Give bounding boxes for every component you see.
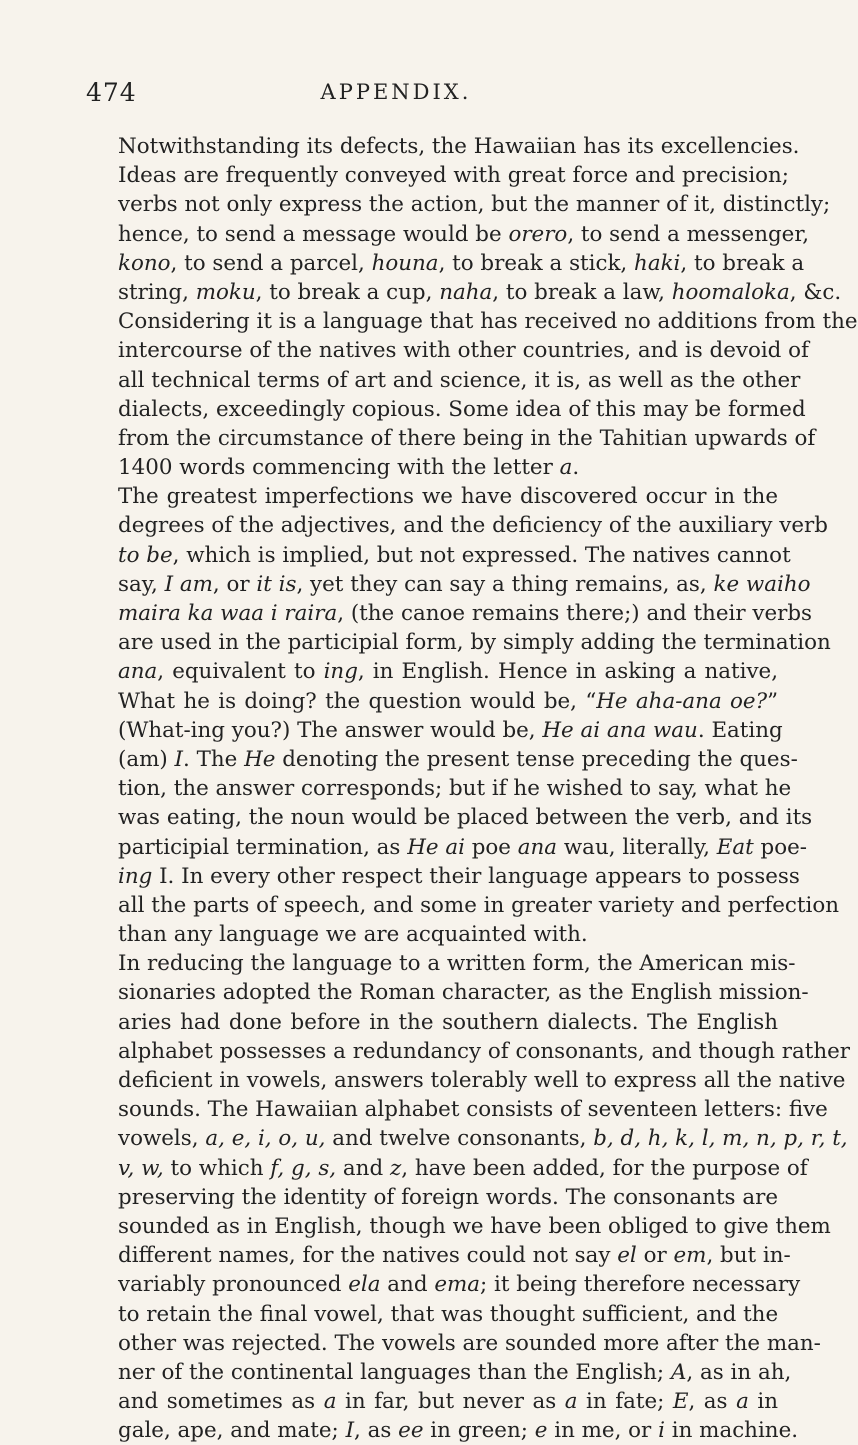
text-line xyxy=(118,249,805,278)
text-line xyxy=(118,190,831,219)
text-line xyxy=(118,599,812,628)
text-segment: (What-ing you?) The answer would be, xyxy=(118,717,543,743)
italic-term: ke waiho xyxy=(713,571,811,597)
text-segment: in xyxy=(748,1389,778,1415)
italic-term: ee xyxy=(398,1418,424,1444)
text-line xyxy=(118,891,839,920)
text-segment: or xyxy=(636,1243,674,1269)
text-line xyxy=(118,716,783,745)
italic-term: maira ka waa i raira xyxy=(118,601,338,626)
text-line xyxy=(118,1037,851,1066)
text-segment: aries had done before in the southern dialects. The English xyxy=(118,1009,778,1035)
text-segment: sounded as in English, though we have been obliged to give them xyxy=(118,1213,831,1239)
text-segment: What he is doing? the question would be, “ xyxy=(118,688,597,714)
text-segment: , as in ah, xyxy=(686,1359,792,1385)
page-number: 474 xyxy=(86,78,137,107)
italic-term: ela xyxy=(348,1272,381,1298)
text-line xyxy=(118,541,791,570)
text-line xyxy=(118,862,800,891)
text-line xyxy=(118,1387,778,1416)
italic-term: He aha-ana oe? xyxy=(596,688,768,714)
text-segment: sounds. The Hawaiian alphabet consists of seventeen letters: five xyxy=(118,1097,828,1123)
text-segment: deficient in vowels, answers tolerably well to express all the native xyxy=(118,1068,846,1093)
text-segment: poe xyxy=(464,834,518,860)
text-segment: , (the canoe remains there;) and their verbs xyxy=(337,601,812,626)
text-line xyxy=(118,1329,821,1358)
italic-term: orero xyxy=(508,221,568,247)
text-segment: , to send a parcel, xyxy=(170,250,372,276)
italic-term: naha xyxy=(439,279,493,305)
text-segment: and xyxy=(380,1272,435,1298)
text-segment: 1400 words commencing with the letter xyxy=(118,455,560,481)
text-segment: in me, or xyxy=(547,1418,659,1444)
text-segment: , as xyxy=(688,1389,737,1415)
italic-term: I xyxy=(174,746,183,772)
text-segment: degrees of the adjectives, and the deficiency of the auxiliary verb xyxy=(118,513,828,539)
text-segment: to which xyxy=(163,1155,271,1181)
text-segment: denoting the present tense preceding the ques- xyxy=(275,746,798,772)
text-line xyxy=(118,1066,846,1095)
italic-term: to be xyxy=(118,542,173,568)
page-header xyxy=(40,78,752,118)
text-segment: in green; xyxy=(423,1418,535,1444)
text-line xyxy=(118,1124,848,1153)
text-line xyxy=(118,745,798,774)
text-segment: , as xyxy=(354,1418,399,1444)
text-segment: poe- xyxy=(753,834,807,860)
text-segment: The greatest imperfections we have discovered occur in the xyxy=(118,484,778,510)
text-segment: Notwithstanding its defects, the Hawaiian has its excellencies. xyxy=(118,134,800,159)
text-segment: , or xyxy=(212,571,257,597)
text-line xyxy=(118,978,809,1007)
text-line xyxy=(118,1270,801,1299)
text-line xyxy=(118,1008,778,1037)
text-line xyxy=(118,1183,778,1212)
text-segment: , have been added, for the purpose of xyxy=(401,1155,808,1181)
italic-term: z xyxy=(389,1155,402,1181)
italic-term: kono xyxy=(118,250,171,276)
text-line xyxy=(118,1154,808,1183)
italic-term: He ai ana wau xyxy=(542,717,698,743)
text-line xyxy=(118,949,796,978)
italic-term: it is xyxy=(256,571,297,597)
text-segment: Ideas are frequently conveyed with great force and precision; xyxy=(118,163,790,189)
text-segment: and twelve consonants, xyxy=(325,1126,594,1152)
text-segment: in far, but never as xyxy=(336,1389,565,1415)
text-segment: verbs not only express the action, but the manner of it, distinctly; xyxy=(118,192,831,218)
text-line xyxy=(118,336,809,365)
text-segment: was eating, the noun would be placed between the verb, and its xyxy=(118,805,813,831)
text-line xyxy=(118,366,801,395)
text-line xyxy=(118,307,858,336)
text-segment: are used in the participial form, by simply adding the termination xyxy=(118,630,831,656)
text-segment: , to break a stick, xyxy=(438,250,635,276)
italic-term: el xyxy=(617,1243,637,1269)
text-segment: Considering it is a language that has received no additions from the xyxy=(118,309,858,335)
italic-term: A xyxy=(670,1359,687,1385)
italic-term: v, w, xyxy=(118,1155,164,1181)
text-segment: , &c. xyxy=(789,279,842,305)
text-segment: In reducing the language to a written form, the American mis- xyxy=(118,951,796,977)
text-segment: . Eating xyxy=(697,717,783,743)
text-line xyxy=(118,774,792,803)
italic-term: a xyxy=(736,1389,749,1415)
italic-term: i xyxy=(658,1418,665,1444)
text-segment: , to break a law, xyxy=(492,279,672,305)
italic-term: ing xyxy=(323,659,358,685)
text-segment: , equivalent to xyxy=(157,659,324,685)
text-segment: alphabet possesses a redundancy of consonants, and though rather xyxy=(118,1038,851,1064)
text-segment: sionaries adopted the Roman character, as the English mission- xyxy=(118,980,809,1006)
text-line xyxy=(118,278,842,307)
italic-term: b, d, h, k, l, m, n, p, r, t, xyxy=(593,1126,848,1152)
italic-term: He ai xyxy=(407,834,465,860)
text-segment: . xyxy=(572,455,580,481)
text-segment: , yet they can say a thing remains, as, xyxy=(296,571,714,597)
italic-term: a xyxy=(564,1389,578,1415)
italic-term: I am xyxy=(164,571,213,597)
italic-term: He xyxy=(244,746,276,772)
italic-term: em xyxy=(673,1243,707,1269)
text-line xyxy=(118,628,831,657)
body-text xyxy=(118,132,858,1445)
text-segment: , to break a xyxy=(680,250,805,276)
text-line xyxy=(118,570,811,599)
text-segment: ” xyxy=(767,688,778,714)
text-line xyxy=(118,161,790,190)
italic-term: ing xyxy=(118,863,153,889)
text-line xyxy=(118,1300,778,1329)
text-segment: other was rejected. The vowels are sounded more after the man- xyxy=(118,1330,821,1356)
italic-term: houna xyxy=(371,250,439,276)
text-segment: and xyxy=(336,1155,390,1181)
text-line xyxy=(118,803,813,832)
text-segment: , to send a messenger, xyxy=(567,221,810,247)
text-segment: , but in- xyxy=(706,1243,791,1269)
text-segment: I. In every other respect their language appears to possess xyxy=(152,863,800,889)
text-segment: (am) xyxy=(118,746,175,772)
text-line xyxy=(118,657,778,686)
text-line xyxy=(118,687,778,716)
text-segment: dialects, exceedingly copious. Some idea of this may be formed xyxy=(118,396,806,422)
text-line xyxy=(118,424,816,453)
text-line xyxy=(118,1416,799,1445)
text-segment: ; it being therefore necessary xyxy=(480,1272,801,1298)
italic-term: hoomaloka xyxy=(671,279,790,305)
text-line xyxy=(118,1358,792,1387)
text-segment: . The xyxy=(182,746,245,772)
text-line xyxy=(118,1212,831,1241)
italic-term: I xyxy=(345,1418,355,1444)
text-segment: tion, the answer corresponds; but if he wished to say, what he xyxy=(118,776,792,802)
text-segment: , in English. Hence in asking a native, xyxy=(357,659,778,685)
text-segment: than any language we are acquainted with. xyxy=(118,922,588,948)
italic-term: a xyxy=(323,1389,337,1415)
text-line xyxy=(118,833,807,862)
italic-term: ana xyxy=(517,834,558,860)
italic-term: a, e, i, o, u, xyxy=(205,1126,326,1152)
text-segment: in fate; xyxy=(577,1389,673,1415)
text-segment: participial termination, as xyxy=(118,834,408,860)
italic-term: e xyxy=(534,1418,548,1444)
italic-term: E xyxy=(672,1389,689,1415)
running-head: APPENDIX. xyxy=(320,80,472,104)
text-line xyxy=(118,132,800,161)
italic-term: haki xyxy=(634,250,681,276)
text-line xyxy=(118,511,828,540)
text-segment: vowels, xyxy=(118,1126,206,1152)
text-segment: different names, for the natives could not say xyxy=(118,1243,618,1269)
text-segment: in machine. xyxy=(664,1418,799,1444)
italic-term: moku xyxy=(195,279,256,305)
text-segment: to retain the final vowel, that was thought sufficient, and the xyxy=(118,1301,779,1327)
text-line xyxy=(118,920,778,949)
text-segment: string, xyxy=(118,279,196,305)
text-segment: intercourse of the natives with other countries, and is devoid of xyxy=(118,338,809,364)
text-segment: and sometimes as xyxy=(118,1389,324,1415)
text-segment: all the parts of speech, and some in greater variety and perfection xyxy=(118,892,839,918)
text-segment: say, xyxy=(118,571,165,597)
text-segment: variably pronounced xyxy=(118,1272,349,1298)
text-line xyxy=(118,1241,791,1270)
text-segment: ner of the continental languages than the English; xyxy=(118,1359,671,1385)
text-segment: all technical terms of art and science, it is, as well as the other xyxy=(118,367,801,393)
italic-term: ana xyxy=(118,659,158,685)
text-line xyxy=(118,482,778,511)
italic-term: f, g, s, xyxy=(270,1155,337,1181)
text-segment: , to break a cup, xyxy=(255,279,440,305)
text-segment: wau, literally, xyxy=(557,834,717,860)
text-segment: preserving the identity of foreign words. The consonants are xyxy=(118,1184,778,1210)
text-segment: , which is implied, but not expressed. The natives cannot xyxy=(172,542,791,568)
text-segment: gale, ape, and mate; xyxy=(118,1418,346,1444)
italic-term: a xyxy=(559,455,573,481)
text-segment: from the circumstance of there being in the Tahitian upwards of xyxy=(118,425,816,451)
text-line xyxy=(118,1095,828,1124)
text-segment: hence, to send a message would be xyxy=(118,221,509,247)
text-line xyxy=(118,395,806,424)
italic-term: Eat xyxy=(716,834,754,860)
text-line xyxy=(118,220,810,249)
text-line xyxy=(118,453,778,482)
italic-term: ema xyxy=(434,1272,481,1298)
